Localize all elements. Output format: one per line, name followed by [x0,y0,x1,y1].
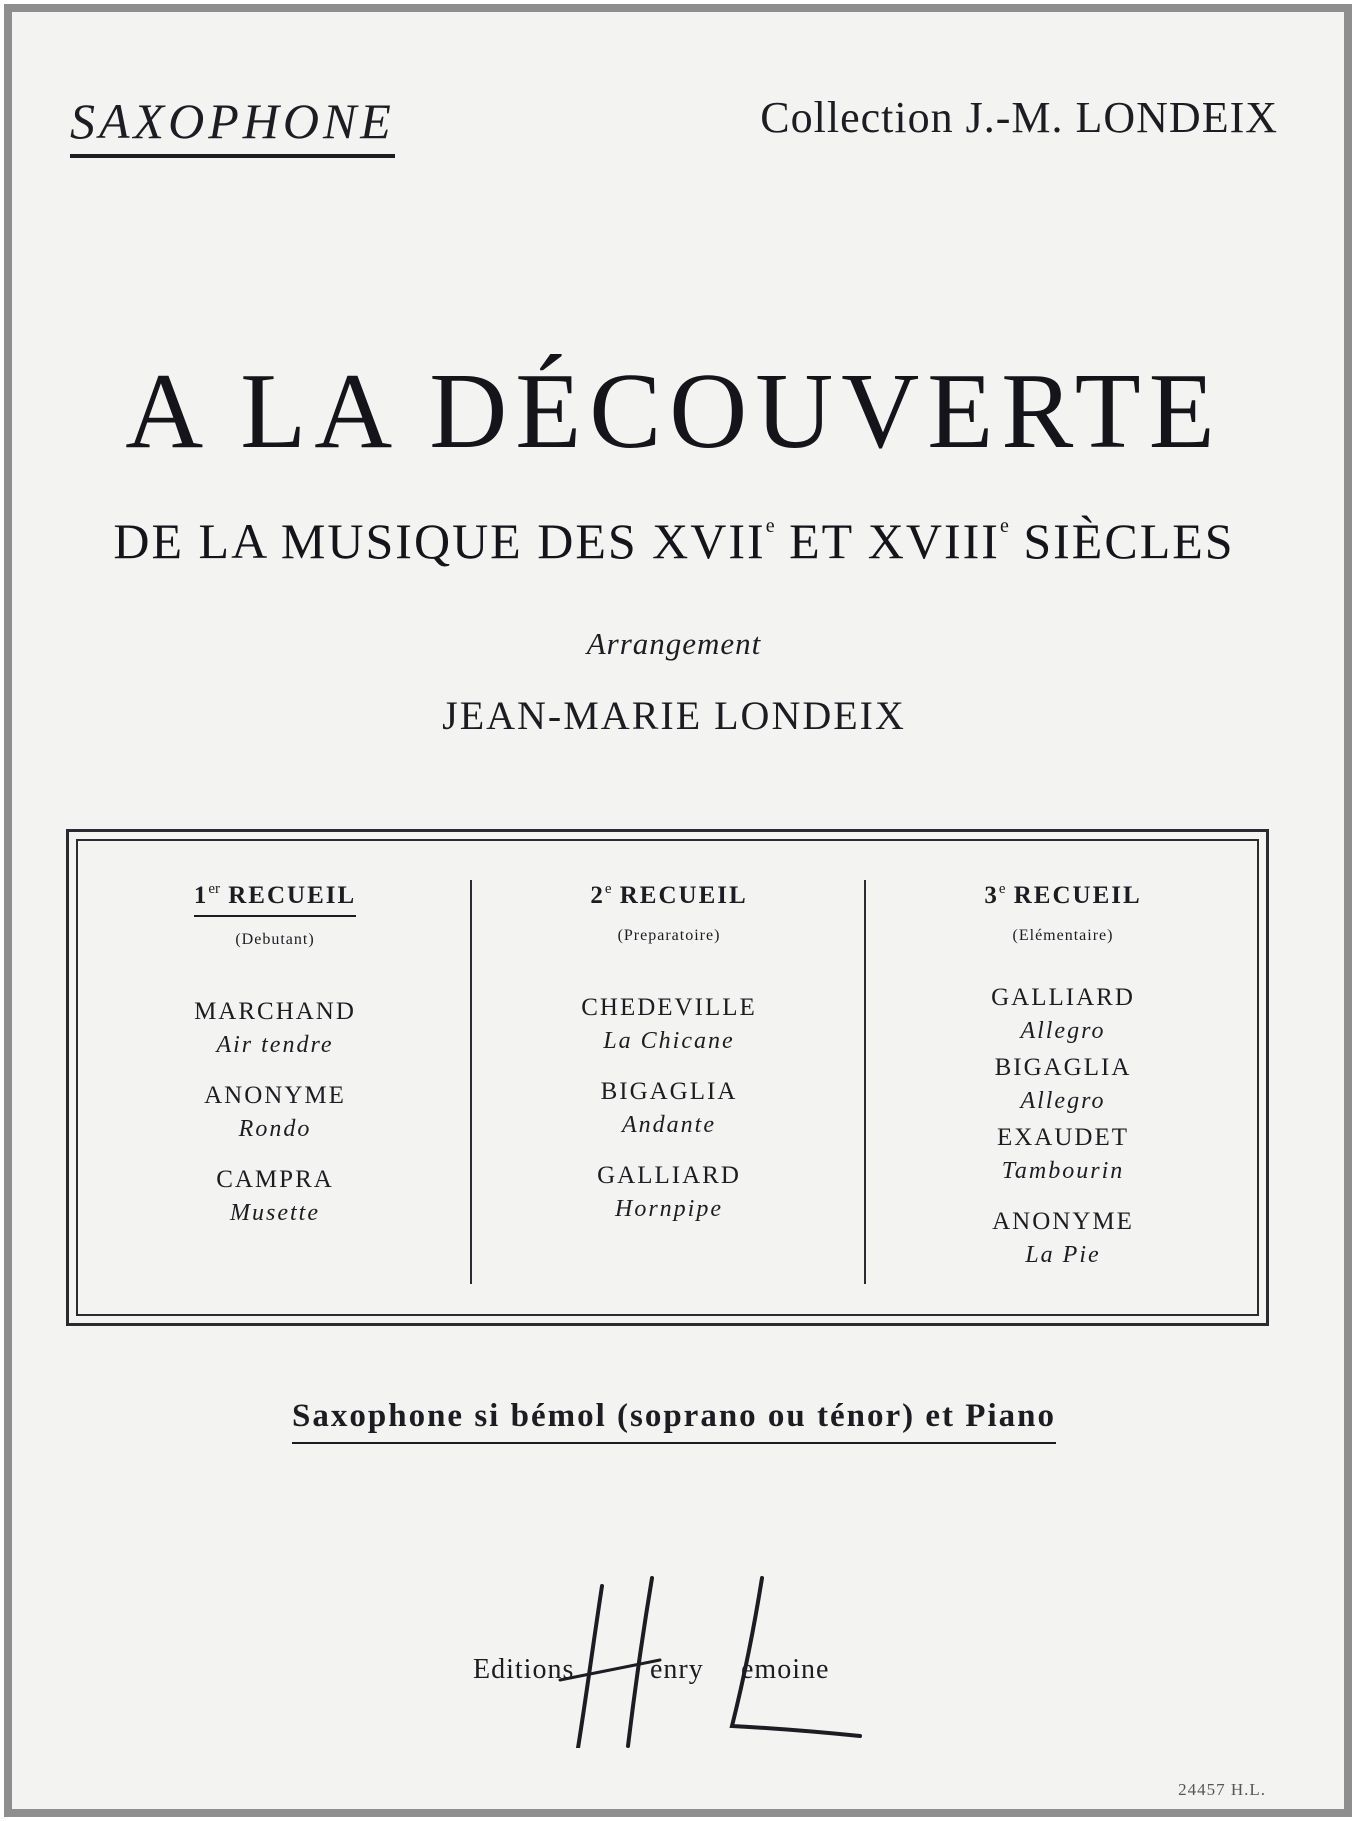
recueil-ordinal-suffix: e [998,881,1006,897]
subtitle-part-3: SIÈCLES [1008,513,1235,569]
recueil-heading [590,872,747,913]
composer-name: CAMPRA [216,1166,334,1193]
piece-entry [868,981,1258,1047]
piece-entry [474,991,864,1057]
recueil-ordinal: 2 [590,882,605,909]
piece-entry [868,1205,1258,1271]
instrument-label: SAXOPHONE [70,92,395,158]
composer-name: MARCHAND [194,998,356,1025]
column-divider [864,880,866,1284]
work-title: Tambourin [1001,1158,1125,1184]
work-title: Andante [622,1112,716,1138]
work-title: Allegro [1020,1088,1106,1114]
recueil-level: (Debutant) [235,931,315,948]
recueil-column-1 [80,872,470,1247]
work-title: Rondo [238,1116,312,1142]
composer-name: EXAUDET [996,1124,1130,1151]
publisher-editions: Editions [473,1654,575,1685]
recueil-level: (Elémentaire) [1012,927,1114,944]
publisher-henry-suffix: enry [650,1654,704,1685]
composer-name: CHEDEVILLE [581,994,757,1021]
recueil-level: (Preparatoire) [617,927,721,944]
piece-list [474,991,864,1225]
composer-name: GALLIARD [597,1162,741,1189]
collection-label: Collection J.-M. LONDEIX [760,93,1278,142]
recueil-label: RECUEIL [1005,882,1142,909]
instrumentation-text: Saxophone si bémol (soprano ou ténor) et Piano [292,1396,1056,1444]
work-title: Hornpipe [615,1196,723,1222]
work-title: Air tendre [216,1032,334,1058]
piece-entry [474,1159,864,1225]
subtitle-sup-1: e [765,515,775,537]
catalog-number: 24457 H.L. [1178,1780,1266,1799]
composer-name: ANONYME [992,1208,1134,1235]
composer-name: BIGAGLIA [994,1054,1132,1081]
instrumentation-line [0,1396,1348,1444]
publisher-lemoine-suffix: emoine [741,1654,830,1685]
composer-name: GALLIARD [991,984,1135,1011]
piece-entry [80,995,470,1061]
composer-name: ANONYME [204,1082,346,1109]
column-divider [470,880,472,1284]
work-title: La Chicane [603,1028,735,1054]
piece-entry [80,1163,470,1229]
recueil-column-2 [474,872,864,1243]
subtitle-part-1: DE LA MUSIQUE DES XVII [113,513,766,569]
piece-entry [80,1079,470,1145]
recueil-heading [984,872,1141,913]
composer-name: BIGAGLIA [600,1078,738,1105]
subtitle-sup-2: e [999,515,1009,537]
work-title: La Pie [1025,1242,1101,1268]
subtitle-part-2: ET XVIII [774,513,1000,569]
piece-entry [474,1075,864,1141]
recueil-ordinal-suffix: er [208,881,220,897]
piece-entry [868,1121,1258,1187]
recueil-heading [194,872,356,917]
recueil-label: RECUEIL [611,882,748,909]
recueil-ordinal: 3 [984,882,999,909]
piece-list [80,995,470,1229]
work-title: Allegro [1020,1018,1106,1044]
publisher-logo [473,1568,920,1748]
recueil-column-3 [868,872,1258,1275]
main-title: A LA DÉCOUVERTE [125,352,1223,471]
piece-entry [868,1051,1258,1117]
recueil-ordinal: 1 [193,882,209,909]
recueil-label: RECUEIL [219,882,357,909]
piece-list [868,981,1258,1271]
arranger-name: JEAN-MARIE LONDEIX [442,693,906,738]
subtitle [0,496,1348,571]
work-title: Musette [230,1200,320,1226]
arrangement-label: Arrangement [586,626,762,661]
recueil-ordinal-suffix: e [604,881,612,897]
